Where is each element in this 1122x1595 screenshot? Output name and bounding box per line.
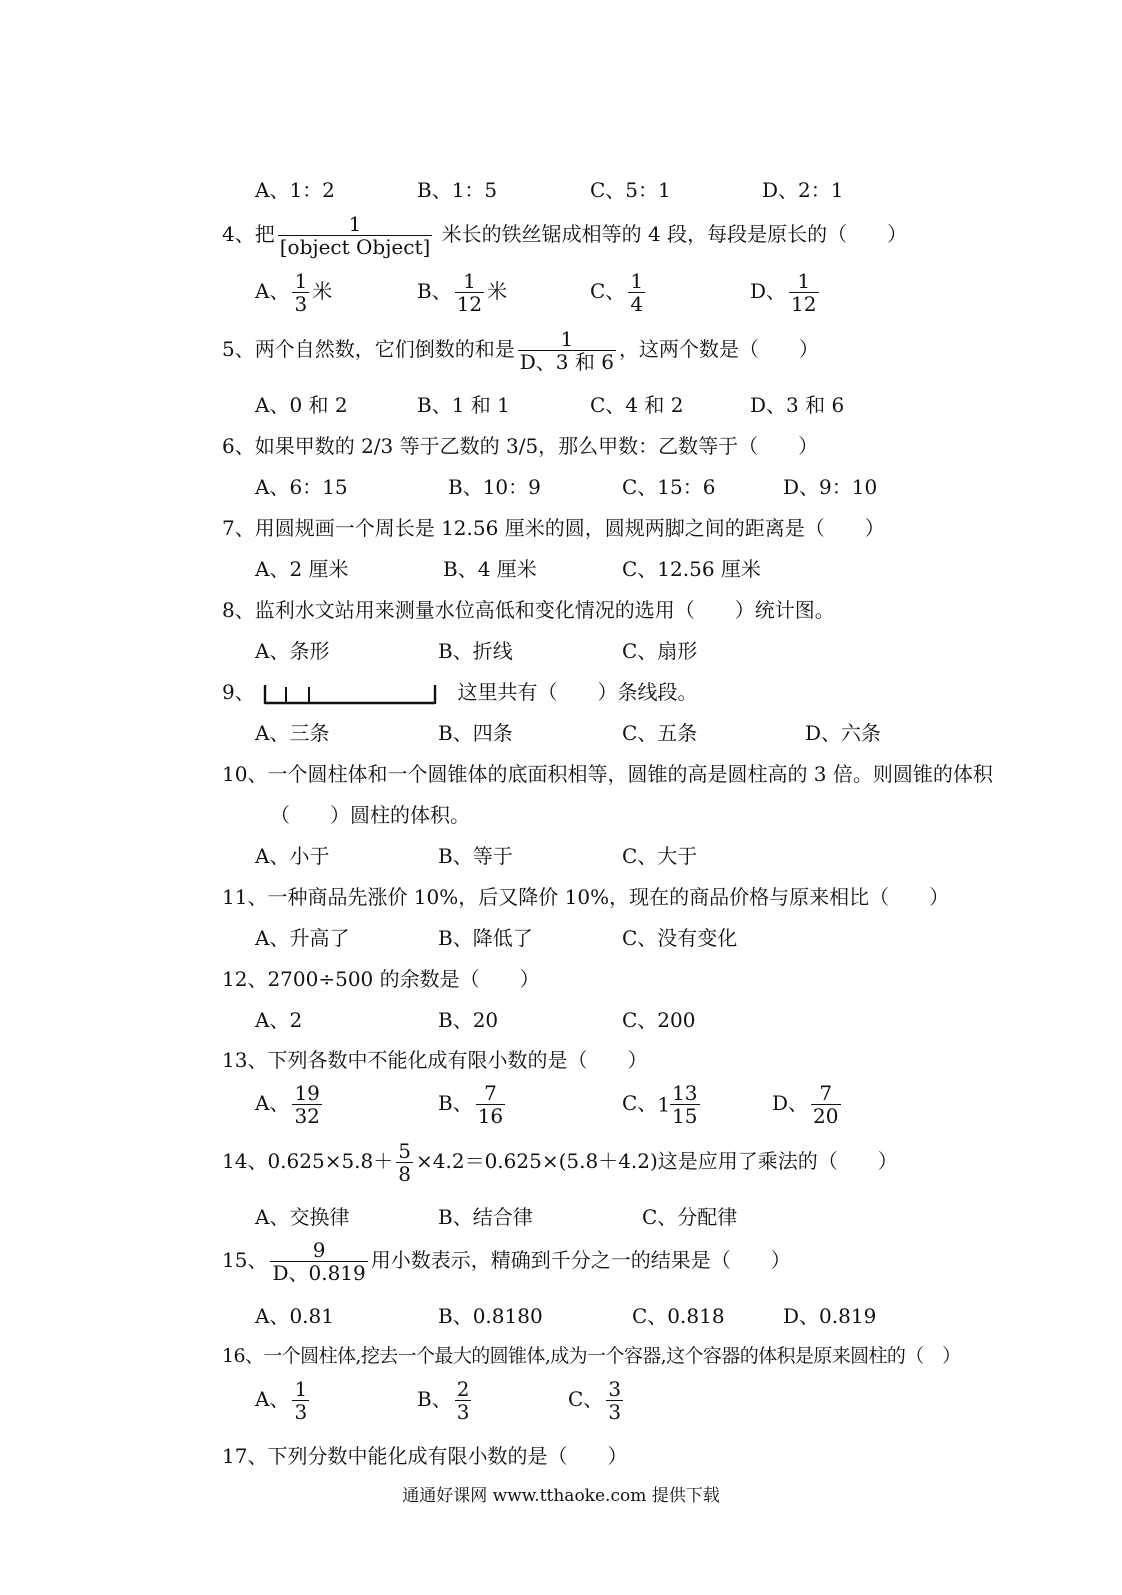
- q9-option-a: A、三条: [255, 721, 330, 745]
- denominator: D、3 和 6: [519, 350, 614, 374]
- q9-option-d: D、六条: [805, 721, 882, 745]
- q9-number: 9、: [222, 680, 255, 704]
- numerator: 5: [398, 1139, 412, 1163]
- q5-suffix: ，这两个数是（ ）: [618, 337, 819, 361]
- q7-option-a: A、2 厘米: [255, 557, 349, 581]
- q12-option-b: B、20: [438, 1008, 499, 1032]
- whole-number: 1: [657, 1092, 671, 1117]
- fraction: [628, 270, 645, 315]
- q15-prefix: 15、: [222, 1248, 268, 1272]
- numerator: 13: [672, 1081, 698, 1105]
- q13-option-c: [622, 1082, 703, 1127]
- option-label: B、: [417, 1387, 452, 1411]
- q8-option-c: C、扇形: [622, 639, 698, 663]
- q16-option-c: [568, 1378, 626, 1423]
- option-label: A、: [255, 1091, 290, 1115]
- q16-option-a: [255, 1378, 312, 1423]
- question-17: 17、下列分数中能化成有限小数的是（ ）: [222, 1444, 628, 1468]
- fraction: [278, 213, 433, 258]
- fraction: [606, 1378, 623, 1423]
- question-6: 6、如果甲数的 2/3 等于乙数的 3/5，那么甲数：乙数等于（ ）: [222, 434, 819, 458]
- unit: 米: [487, 279, 508, 303]
- option-label: B、: [438, 1091, 473, 1115]
- q14-prefix: 14、0.625×5.8＋: [222, 1149, 394, 1173]
- option-label: D、: [750, 279, 787, 303]
- q3-option-b: B、1：5: [417, 178, 498, 202]
- q14-option-a: A、交换律: [255, 1205, 350, 1229]
- fraction: [292, 1082, 321, 1127]
- q5-option-a: A、0 和 2: [255, 393, 348, 417]
- q8-option-a: A、条形: [255, 639, 330, 663]
- question-7: 7、用圆规画一个周长是 12.56 厘米的圆，圆规两脚之间的距离是（ ）: [222, 516, 885, 540]
- denominator: 3: [456, 1400, 470, 1424]
- option-label: B、: [417, 279, 452, 303]
- numerator: 7: [484, 1081, 497, 1105]
- q7-option-c: C、12.56 厘米: [622, 557, 761, 581]
- question-13: 13、下列各数中不能化成有限小数的是（ ）: [222, 1048, 648, 1072]
- fraction: [396, 1140, 413, 1185]
- option-label: A、: [255, 1387, 290, 1411]
- denominator: 15: [672, 1104, 698, 1128]
- denominator: 3: [294, 1400, 308, 1424]
- q15-option-d: D、0.819: [783, 1304, 877, 1328]
- question-11: 11、一种商品先涨价 10%，后又降价 10%，现在的商品价格与原来相比（ ）: [222, 885, 950, 909]
- q10-option-c: C、大于: [622, 844, 698, 868]
- q10-option-a: A、小于: [255, 844, 330, 868]
- q6-option-d: D、9：10: [783, 475, 878, 499]
- question-12: 12、2700÷500 的余数是（ ）: [222, 967, 540, 991]
- q15-option-b: B、0.8180: [438, 1304, 543, 1328]
- q9-option-b: B、四条: [438, 721, 513, 745]
- q8-option-b: B、折线: [438, 639, 513, 663]
- q5-option-c: C、4 和 2: [590, 393, 684, 417]
- q16-option-b: [417, 1378, 474, 1423]
- denominator: 16: [477, 1104, 504, 1128]
- q4-option-b: [417, 270, 507, 315]
- numerator: 1: [797, 269, 811, 293]
- fraction: [455, 1378, 472, 1423]
- q12-option-c: C、200: [622, 1008, 696, 1032]
- unit: 米: [312, 279, 333, 303]
- q11-option-c: C、没有变化: [622, 926, 738, 950]
- fraction: [518, 328, 616, 373]
- q15-suffix: 用小数表示，精确到千分之一的结果是（ ）: [370, 1248, 791, 1272]
- q3-option-d: D、2：1: [762, 178, 844, 202]
- fraction: [670, 1082, 699, 1127]
- option-label: A、: [255, 279, 290, 303]
- q5-option-d: D、3 和 6: [750, 393, 845, 417]
- numerator: 1: [294, 1377, 308, 1401]
- q11-option-a: A、升高了: [255, 926, 350, 950]
- denominator: D、0.819: [272, 1261, 366, 1285]
- question-9: [222, 679, 697, 707]
- q3-option-a: A、1：2: [255, 178, 335, 202]
- q9-text: 这里共有（ ）条线段。: [457, 680, 698, 704]
- q15-option-a: A、0.81: [255, 1304, 334, 1328]
- q13-option-d: [772, 1082, 844, 1127]
- denominator: 3: [608, 1400, 622, 1424]
- q6-option-c: C、15：6: [622, 475, 716, 499]
- question-10-line1: 10、一个圆柱体和一个圆锥体的底面积相等，圆锥的高是圆柱高的 3 倍。则圆锥的体积: [222, 762, 993, 786]
- q4-prefix: 4、把: [222, 222, 275, 246]
- q15-option-c: C、0.818: [632, 1304, 725, 1328]
- q4-suffix: 米长的铁丝锯成相等的 4 段，每段是原长的（ ）: [441, 222, 908, 246]
- question-15: [222, 1239, 791, 1284]
- denominator: [object Object]: [279, 235, 431, 259]
- denominator: 3: [294, 292, 308, 316]
- q6-option-b: B、10：9: [448, 475, 541, 499]
- numerator: 2: [456, 1377, 470, 1401]
- numerator: 1: [560, 327, 574, 351]
- option-label: C、: [590, 279, 626, 303]
- fraction: [270, 1239, 367, 1284]
- fraction: [292, 270, 309, 315]
- numerator: 1: [348, 212, 362, 236]
- q7-option-b: B、4 厘米: [443, 557, 537, 581]
- q4-option-a: [255, 270, 332, 315]
- question-16: 16、一个圆柱体,挖去一个最大的圆锥体,成为一个容器,这个容器的体积是原来圆柱的（ ）: [222, 1345, 961, 1367]
- numerator: 1: [463, 269, 476, 293]
- question-8: 8、监利水文站用来测量水位高低和变化情况的选用（ ）统计图。: [222, 598, 835, 622]
- q14-suffix: ×4.2＝0.625×(5.8＋4.2)这是应用了乘法的（ ）: [416, 1149, 898, 1173]
- denominator: 20: [813, 1104, 839, 1128]
- numerator: 1: [294, 269, 308, 293]
- q4-option-c: [590, 270, 648, 315]
- q4-option-d: [750, 270, 822, 315]
- denominator: 4: [630, 292, 644, 316]
- page-footer: 通通好课网 www.tthaoke.com 提供下载: [402, 1486, 720, 1506]
- option-label: C、: [622, 1091, 658, 1115]
- denominator: 12: [791, 292, 817, 316]
- option-label: D、: [772, 1091, 809, 1115]
- denominator: 32: [294, 1104, 320, 1128]
- numerator: 9: [312, 1238, 326, 1262]
- q11-option-b: B、降低了: [438, 926, 533, 950]
- q5-prefix: 5、两个自然数，它们倒数的和是: [222, 337, 515, 361]
- denominator: 8: [398, 1162, 412, 1186]
- q5-option-b: B、1 和 1: [417, 393, 510, 417]
- question-4: [222, 213, 907, 258]
- q9-option-c: C、五条: [622, 721, 698, 745]
- fraction: [455, 270, 484, 315]
- question-14: [222, 1140, 898, 1185]
- q6-option-a: A、6：15: [255, 475, 348, 499]
- question-5: [222, 328, 819, 373]
- q3-option-c: C、5：1: [590, 178, 671, 202]
- numerator: 3: [608, 1377, 622, 1401]
- q12-option-a: A、2: [255, 1008, 303, 1032]
- numerator: 7: [819, 1081, 833, 1105]
- fraction: [292, 1378, 309, 1423]
- q14-option-b: B、结合律: [438, 1205, 533, 1229]
- line-segment-figure: [261, 681, 441, 707]
- fraction: [476, 1082, 505, 1127]
- q10-option-b: B、等于: [438, 844, 513, 868]
- numerator: 1: [630, 269, 644, 293]
- q13-option-b: [438, 1082, 508, 1127]
- question-10-line2: （ ）圆柱的体积。: [270, 803, 470, 827]
- numerator: 19: [294, 1081, 320, 1105]
- fraction: [811, 1082, 840, 1127]
- option-label: C、: [568, 1387, 604, 1411]
- denominator: 12: [456, 292, 483, 316]
- q14-option-c: C、分配律: [642, 1205, 738, 1229]
- q13-option-a: [255, 1082, 325, 1127]
- fraction: [789, 270, 818, 315]
